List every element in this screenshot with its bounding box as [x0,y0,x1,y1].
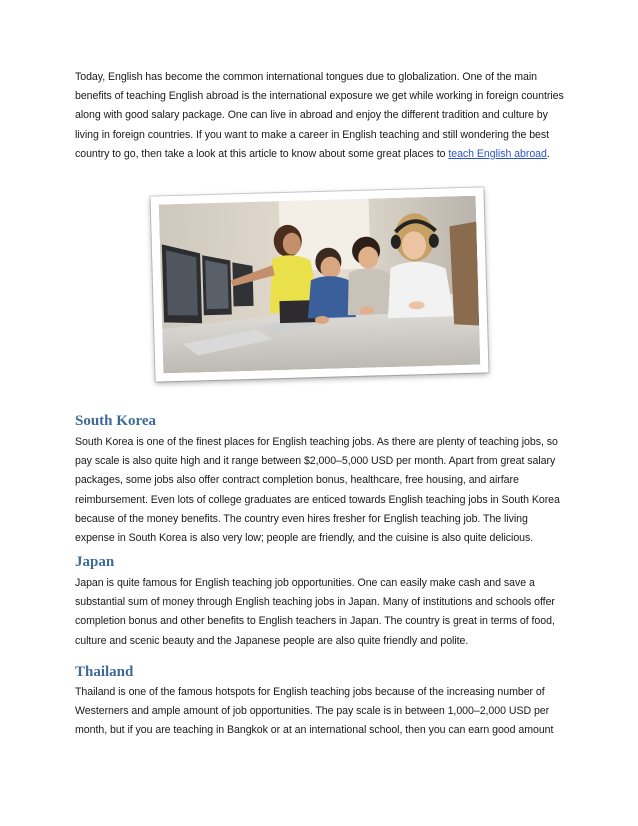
thailand-paragraph: Thailand is one of the famous hotspots for English teaching jobs because of the increasing number of Westerners and ample amount of job opportunities. The pay scale is in between 1,000–2,000 USD per month, but if you are teaching in Bangkok or at an international school, then you can earn good amount [75,686,554,737]
classroom-photo-frame [150,187,488,381]
classroom-photo [159,196,481,374]
japan-heading: Japan [75,554,115,570]
south-korea-heading: South Korea [75,413,156,429]
teach-english-abroad-link[interactable]: teach English abroad [448,147,547,160]
intro-text: Today, English has become the common international tongues due to globalization. One of the main benefits of teaching English abroad is the international exposure we get while working in foreign countries along with good salary package. One can live in abroad and enjoy the different tradition and culture by living in foreign countries. If you want to make a career in English teaching and still wondering the best country to go, then take a look at this article to know about some great places to [75,71,564,160]
intro-paragraph [75,68,565,164]
japan-paragraph: Japan is quite famous for English teaching job opportunities. One can easily make cash and save a substantial sum of money through English teaching jobs in Japan. Many of institutions and schools offer completion bonus and other benefits to English teachers in Japan. The country is great in terms of food, culture and scenic beauty and the Japanese people are also quite friendly and polite. [75,577,555,647]
intro-text-end: . [546,147,550,160]
thailand-heading: Thailand [75,664,134,680]
south-korea-paragraph: South Korea is one of the finest places for English teaching jobs. As there are plenty of teaching jobs, so pay scale is also quite high and it range between $2,000–5,000 USD per month. Apart from great salary packages, some jobs also offer contract completion bonus, healthcare, free housing, and airfare reimbursement. Even lots of college graduates are enticed towards English teaching jobs in South Korea because of the money benefits. The country even hires fresher for English teaching job. The living expense in South Korea is also very low; people are friendly, and the cuisine is also quite delicious. [75,436,560,545]
